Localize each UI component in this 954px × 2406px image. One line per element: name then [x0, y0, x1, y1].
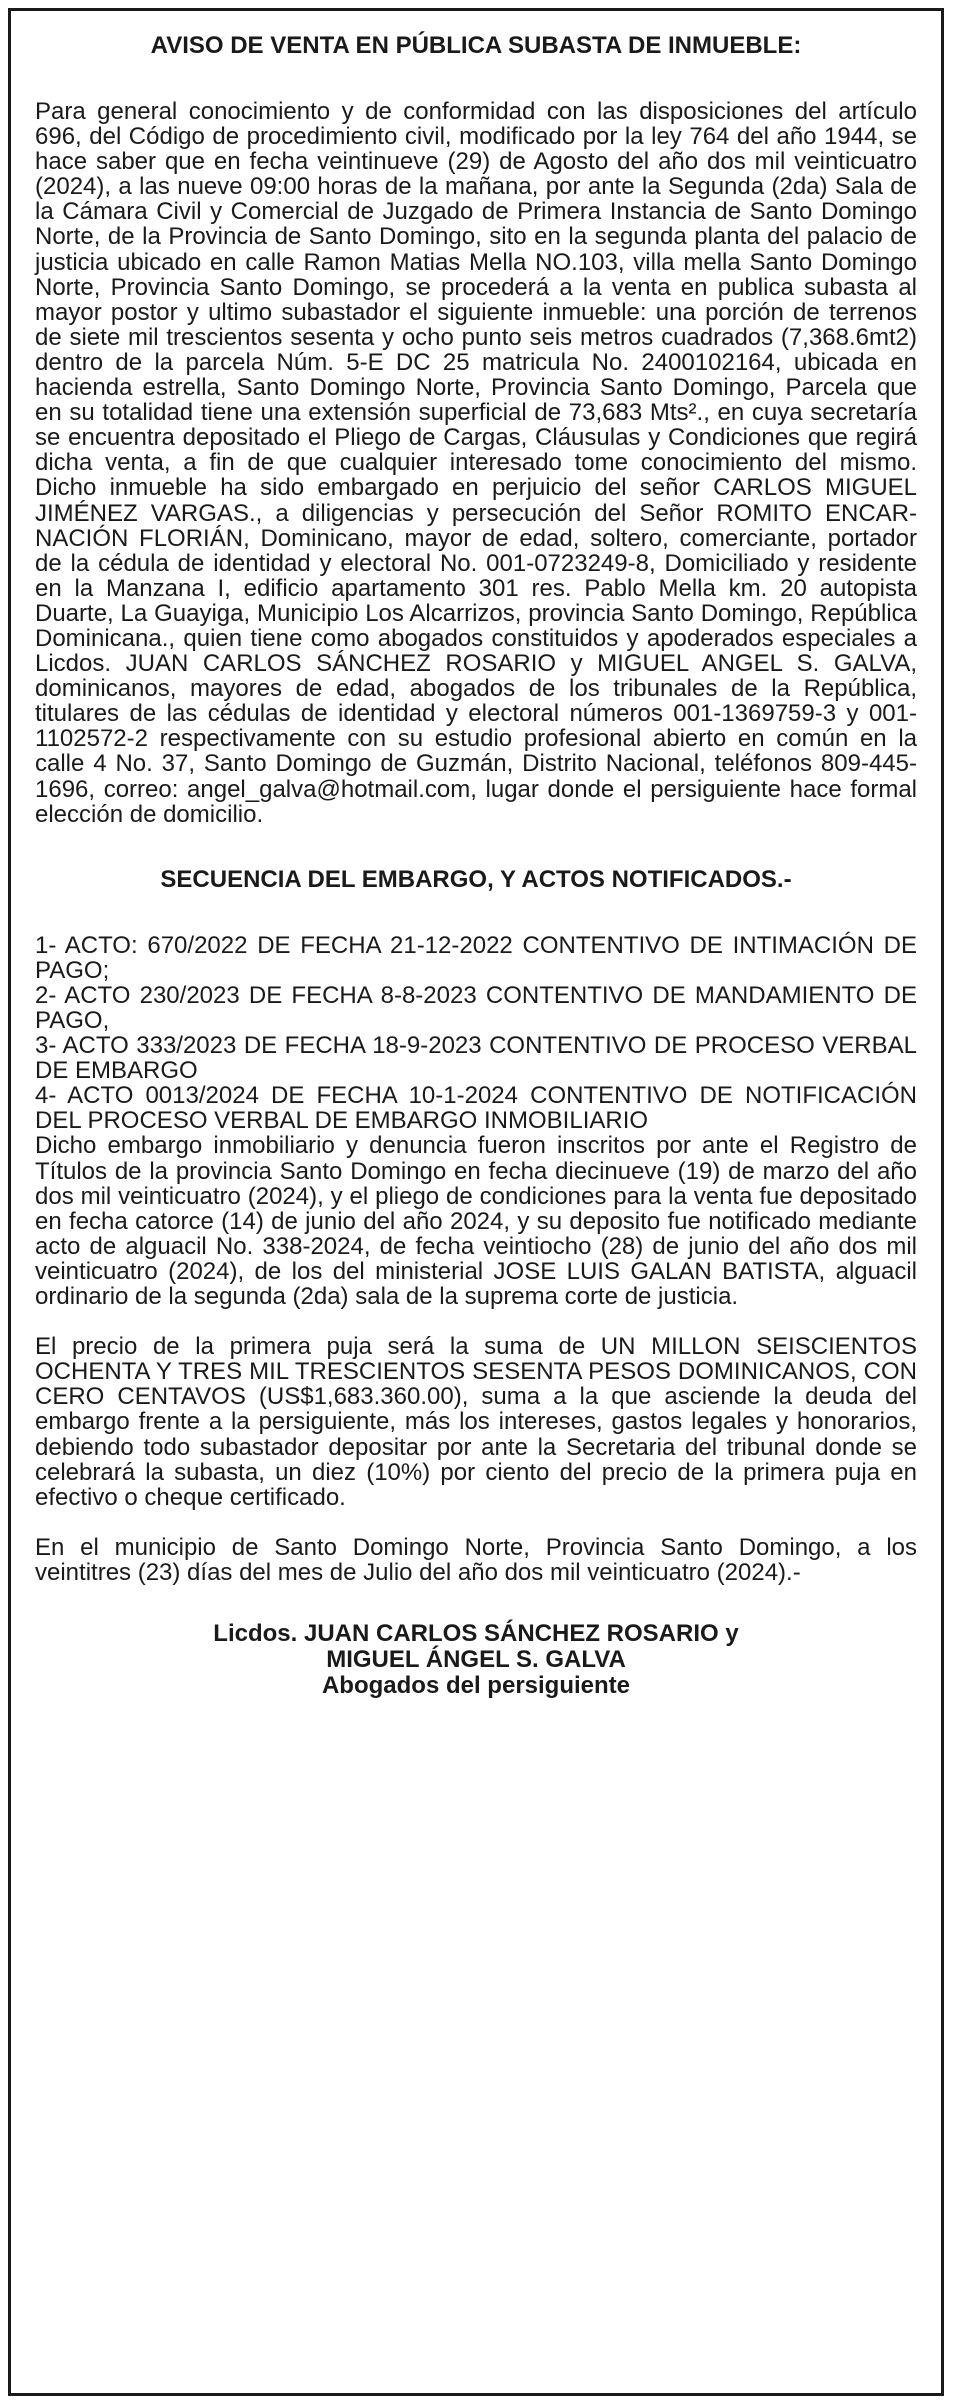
act-item: 4- ACTO 0013/2024 DE FECHA 10-1-2024 CONTENTIVO DE NOTIFICACIÓN DEL PROCESO VERBAL DE EMBARGO INMOBILIARIO [35, 1082, 917, 1135]
signature-block [35, 1621, 917, 1699]
embargo-paragraph: Dicho embargo inmobiliario y denuncia fueron inscritos por ante el Registro de Títulos de la provincia Santo Domingo en fecha diecinueve (19) de marzo del año dos mil veinticuatro (2024), y el pliego de condiciones para la venta fue depositado en fecha catorce (14) de junio del año 2024, y su deposito fue notificado mediante acto de alguacil No. 338-2024, de fecha veintiocho (28) de junio del año dos mil veinticuatro (2024), de los del ministerial JOSE LUIS GALAN BATISTA, alguacil ordinario de la segunda (2da) sala de la suprema corte de justicia. [35, 1132, 917, 1311]
section-title: SECUENCIA DEL EMBARGO, Y ACTOS NOTIFICADOS.- [160, 865, 792, 893]
signature-line-1: Licdos. JUAN CARLOS SÁNCHEZ ROSARIO y [213, 1619, 739, 1647]
signature-line-3: Abogados del persiguiente [321, 1671, 631, 1699]
signature-line-2: MIGUEL ÁNGEL S. GALVA [326, 1645, 626, 1673]
act-item: 3- ACTO 333/2023 DE FECHA 18-9-2023 CONTENTIVO DE PROCESO VERBAL DE EMBARGO [35, 1032, 917, 1085]
act-item: 1- ACTO: 670/2022 DE FECHA 21-12-2022 CONTENTIVO DE INTIMACIÓN DE PAGO; [35, 931, 917, 984]
closing-paragraph: En el municipio de Santo Domingo Norte, Provincia Santo Domingo, a los veintitres (23) días del mes de Julio del año dos mil veinticuatro (2024).- [35, 1533, 917, 1586]
notice-title: AVISO DE VENTA EN PÚBLICA SUBASTA DE INMUEBLE: [150, 32, 802, 59]
act-item: 2- ACTO 230/2023 DE FECHA 8-8-2023 CONTENTIVO DE MANDAMIENTO DE PAGO, [35, 981, 917, 1034]
notice-frame [8, 8, 944, 2396]
price-paragraph: El precio de la primera puja será la suma de UN MILLON SEISCIENTOS OCHENTA Y TRES MIL TRESCIENTOS SESENTA PESOS DOMINICANOS, CON CERO CENTAVOS (US$1,683.360.00), suma a la que asciende la deuda del embargo frente a la persiguiente, más los intereses, gastos legales y honorarios, debiendo todo subastador depositar por ante la Secretaria del tribunal donde se celebrará la subasta, un diez (10%) por ciento del precio de la primera puja en efectivo o cheque certificado. [35, 1333, 917, 1511]
intro-paragraph: Para general conocimiento y de conformidad con las disposiciones del artículo 696, del Código de procedimiento civil, modificado por la ley 764 del año 1944, se hace saber que en fecha veintinueve (29) de Agosto del año dos mil veinticuatro (2024), a las nueve 09:00 horas de la mañana, por ante la Segunda (2da) Sala de la Cámara Civil y Comercial de Juzgado de Primera Instancia de Santo Domingo Norte, de la Provincia de Santo Domingo, sito en la segunda planta del palacio de justicia ubicado en calle Ramon Matias Mella NO.103, villa mella Santo Domingo Norte, Provincia Santo Domingo, se procederá a la venta en publica subasta al mayor postor y ultimo subastador el siguiente inmueble: una porción de terrenos de siete mil trescientos sesenta y ocho punto seis metros cuadrados (7,368.6mt2) dentro de la parcela Núm. 5-E DC 25 matricula No. 2400102164, ubicada en hacienda estrella, Santo Domingo Norte, Provincia Santo Domingo, Parcela que en su totalidad tiene una extensión superficial de 73,683 Mts²., en cuya secretaría se encuentra depositado el Pliego de Cargas, Cláusulas y Condiciones que regirá dicha venta, a fin de que cualquier interesado tome conocimiento del mismo. Dicho inmueble ha sido embargado en perjuicio del señor CARLOS MIGUEL JIMÉNEZ VARGAS., a diligencias y persecución del Señor ROMITO ENCARNACIÓN FLORIÁN, Dominicano, mayor de edad, soltero, comerciante, portador de la cédula de identidad y electoral No. 001-0723249-8, Domiciliado y residente en la Manzana I, edificio apartamento 301 res. Pablo Mella km. 20 autopista Duarte, La Guayiga, Municipio Los Alcarrizos, provincia Santo Domingo, República Dominicana., quien tiene como abogados constituidos y apoderados especiales a Licdos. JUAN CARLOS SÁNCHEZ ROSARIO y MIGUEL ANGEL S. GALVA, dominicanos, mayores de edad, abogados de los tribunales de la República, titulares de las cédulas de identidad y electoral números 001-1369759-3 y 001-1102572-2 respectivamente con su estudio profesional abierto en común en la calle 4 No. 37, Santo Domingo de Guzmán, Distrito Nacional, teléfonos 809-445-1696, correo: angel_galva@hotmail.com, lugar donde el persiguiente hace formal elección de domicilio. [35, 98, 917, 828]
acts-list [35, 933, 917, 1309]
